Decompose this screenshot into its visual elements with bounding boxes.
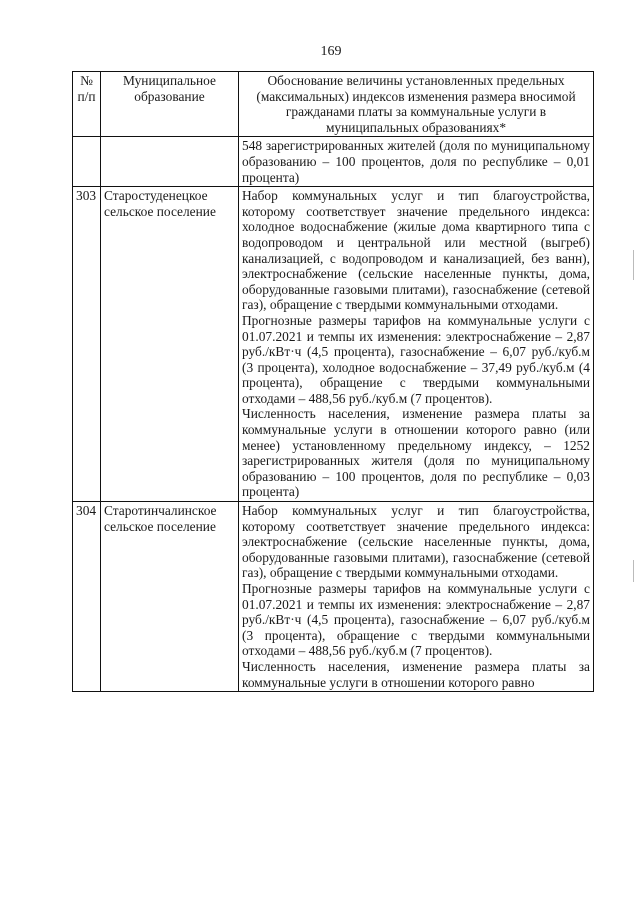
row-justification [239,137,594,187]
justification-paragraph: Набор коммунальных услуг и тип благоустройства, которому соответствует значение предельного индекса: холодное водоснабжение (жилые дома квартирного типа с водопроводом и центральной или местной (выгреб) канализацией, с водопроводом и канализацией, без ванн), электроснабжение (сельские населенные пункты, дома, оборудованные газовыми плитами), газоснабжение (сетевой газ), обращение с твердыми коммунальными отходами. [242,188,590,313]
justification-paragraph: Прогнозные размеры тарифов на коммунальные услуги с 01.07.2021 и темпы их изменения: электроснабжение – 2,87 руб./кВт·ч (4,5 процента), газоснабжение – 6,07 руб./куб.м (3 процента), холодное водоснабжение – 37,49 руб./куб.м (4 процента), обращение с твердыми коммунальными отходами – 488,56 руб./куб.м (7 процентов). [242,312,590,406]
justification-paragraph: Численность населения, изменение размера платы за коммунальные услуги в отношении которого равно (или менее) установленному предельному индексу, – 1252 зарегистрированных жителя (доля по муниципальному образованию – 100 процентов, доля по республике – 0,03 процента) [242,406,590,500]
page-number: 169 [320,44,342,59]
header-num: № п/п [73,72,101,137]
row-municipality: Старотинчалинское сельское поселение [101,502,239,692]
row-num: 303 [73,187,101,502]
table-row [73,137,594,187]
row-municipality: Старостуденецкое сельское поселение [101,187,239,502]
justification-paragraph: Прогнозные размеры тарифов на коммунальные услуги с 01.07.2021 и темпы их изменения: электроснабжение – 2,87 руб./кВт·ч (4,5 процента), газоснабжение – 6,07 руб./куб.м (3 процента), обращение с твердыми коммунальными отходами – 488,56 руб./куб.м (7 процентов). [242,581,590,659]
row-num [73,137,101,187]
tariff-justification-table [72,71,594,692]
header-municipality: Муниципальное образование [101,72,239,137]
row-justification [239,187,594,502]
header-justification: Обоснование величины установленных предельных (максимальных) индексов изменения размера вносимой гражданами платы за коммунальные услуги в муниципальных образованиях* [239,72,594,137]
table-row [73,502,594,692]
scan-artifact [633,560,634,582]
table-row [73,187,594,502]
justification-paragraph: Набор коммунальных услуг и тип благоустройства, которому соответствует значение предельного индекса: электроснабжение (сельские населенные пункты, дома, оборудованные газовыми плитами), газоснабжение (сетевой газ), обращение с твердыми коммунальными отходами. [242,503,590,581]
row-num: 304 [73,502,101,692]
justification-paragraph: 548 зарегистрированных жителей (доля по муниципальному образованию – 100 процентов, доля по республике – 0,01 процента) [242,138,590,185]
row-justification [239,502,594,692]
justification-paragraph: Численность населения, изменение размера платы за коммунальные услуги в отношении которого равно [242,658,590,690]
table-header-row [73,72,594,137]
scan-artifact [633,250,634,280]
row-municipality [101,137,239,187]
